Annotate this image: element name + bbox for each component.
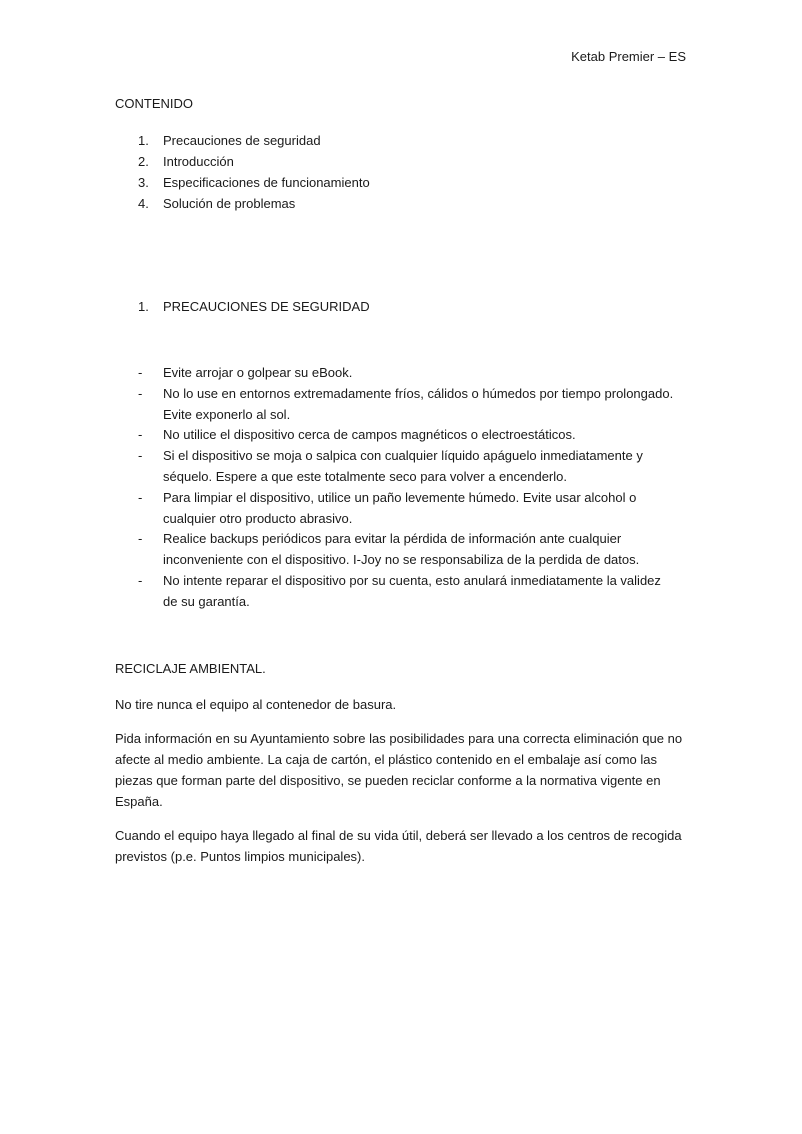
contents-item-number: 4.: [138, 196, 149, 211]
list-item: [115, 571, 675, 613]
page-header: Ketab Premier – ES: [571, 49, 686, 64]
recycling-paragraph: No tire nunca el equipo al contenedor de basura.: [115, 697, 397, 712]
list-item: [115, 446, 675, 488]
contents-item-label: Solución de problemas: [163, 196, 296, 211]
list-item-text: Si el dispositivo se moja o salpica con cualquier líquido apáguelo inmediatamente y séquelo. Espere a que este totalmente seco para volver a encenderlo.: [163, 448, 643, 484]
section-title: PRECAUCIONES DE SEGURIDAD: [163, 299, 370, 314]
section-number: 1.: [138, 299, 149, 314]
list-item: [115, 488, 675, 530]
list-item-text: No lo use en entornos extremadamente fríos, cálidos o húmedos por tiempo prolongado. Evite exponerlo al sol.: [163, 385, 674, 422]
list-item: [115, 529, 675, 571]
contents-item-number: 3.: [138, 175, 149, 190]
recycling-paragraph: Cuando el equipo haya llegado al final de su vida útil, deberá ser llevado a los centros de recogida previstos (p.e. Puntos limpios municipales).: [115, 828, 682, 864]
bullet-marker: -: [138, 489, 143, 505]
recycling-heading: RECICLAJE AMBIENTAL.: [115, 661, 266, 676]
list-item-text: Para limpiar el dispositivo, utilice un paño levemente húmedo. Evite usar alcohol o cualquier otro producto abrasivo.: [163, 489, 637, 526]
contents-item-number: 1.: [138, 133, 149, 148]
list-item: [115, 425, 675, 446]
bullet-marker: -: [138, 531, 143, 547]
bullet-marker: -: [138, 572, 143, 588]
list-item-text: Evite arrojar o golpear su eBook.: [163, 365, 353, 380]
bullet-marker: -: [138, 365, 143, 380]
list-item-text: No utilice el dispositivo cerca de campos magnéticos o electroestáticos.: [163, 427, 576, 443]
contents-item-label: Precauciones de seguridad: [163, 133, 321, 148]
contents-item-label: Especificaciones de funcionamiento: [163, 175, 370, 190]
bullet-marker: -: [138, 427, 143, 443]
list-item: [115, 384, 675, 426]
contents-item-number: 2.: [138, 154, 149, 169]
recycling-paragraph: Pida información en su Ayuntamiento sobre las posibilidades para una correcta eliminación que no afecte al medio ambiente. La caja de cartón, el plástico contenido en el embalaje así como las piezas que forman parte del dispositivo, se pueden reciclar conforme a la normativa vigente en España.: [115, 731, 683, 809]
safety-list: [115, 363, 675, 613]
bullet-marker: -: [138, 385, 143, 401]
list-item: [115, 363, 675, 384]
contents-item-label: Introducción: [163, 154, 234, 169]
list-item-text: Realice backups periódicos para evitar la pérdida de información ante cualquier inconveniente con el dispositivo. I-Joy no se responsabiliza de la perdida de datos.: [163, 531, 640, 568]
bullet-marker: -: [138, 448, 143, 464]
list-item-text: No intente reparar el dispositivo por su cuenta, esto anulará inmediatamente la validez de su garantía.: [163, 572, 661, 609]
contents-heading: CONTENIDO: [115, 96, 193, 111]
